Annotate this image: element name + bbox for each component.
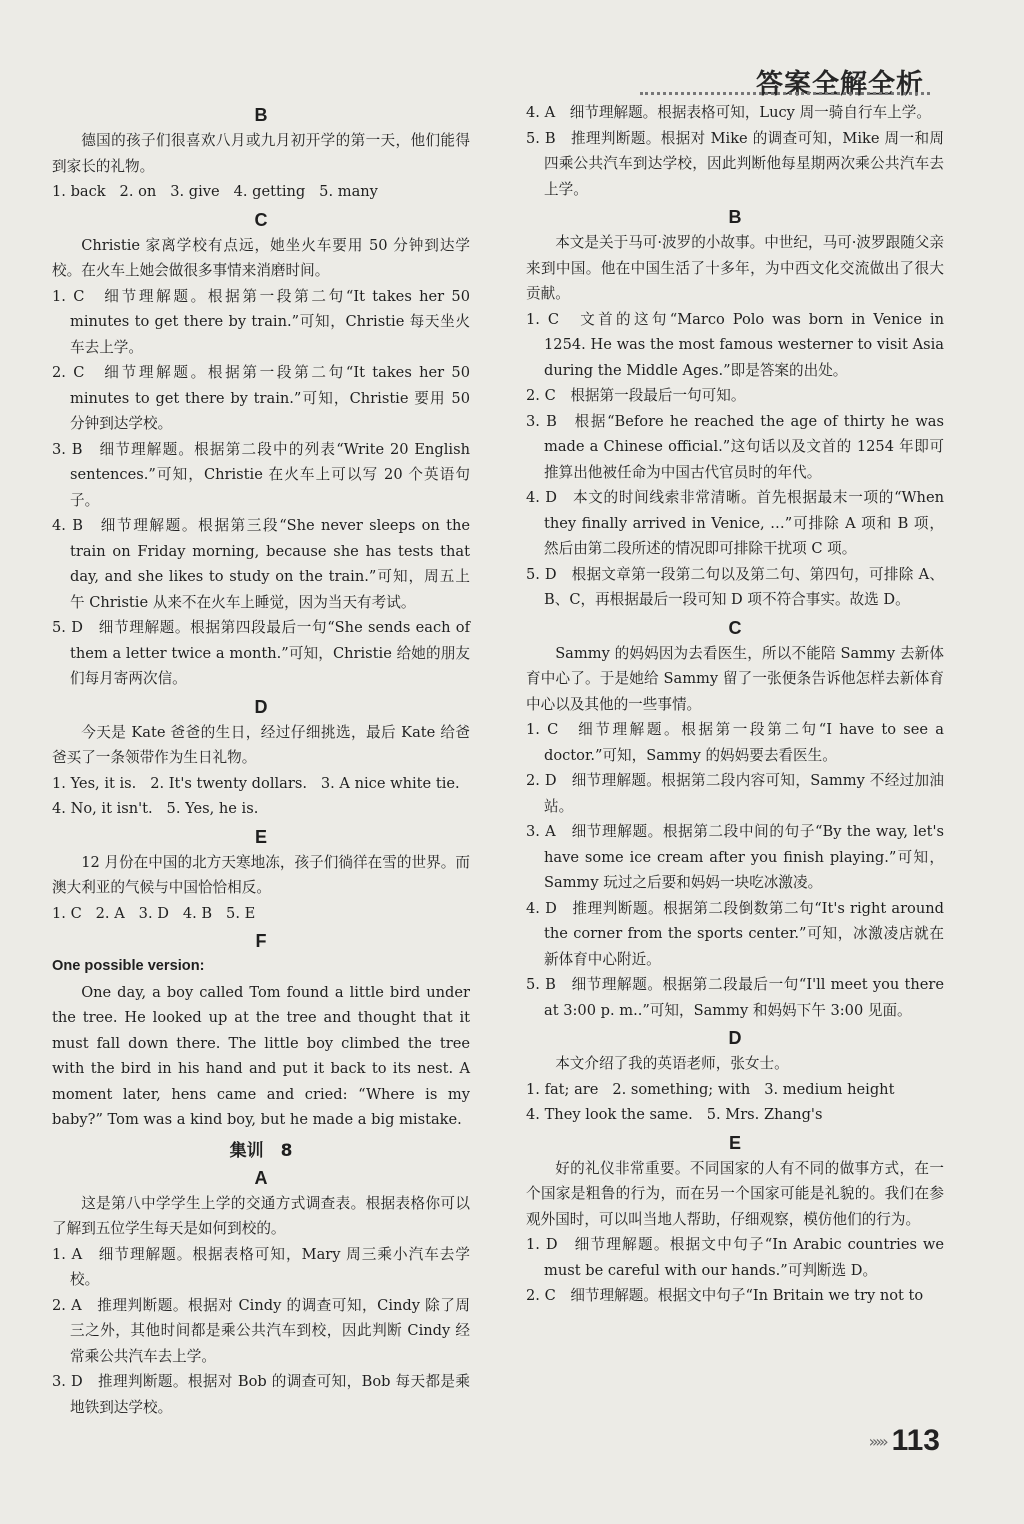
answer-item: 3. A 细节理解题。根据第二段中间的句子“By the way, let's have some ice cream after you finish playing.”可知，Sammy 玩过之后要和妈妈一块吃冰激凌。 (526, 823, 944, 891)
section-summary: 今天是 Kate 爸爸的生日，经过仔细挑选，最后 Kate 给爸爸买了一条领带作为生日礼物。 (52, 723, 470, 766)
sample-label: One possible version: (52, 958, 205, 974)
section-heading-e: E (728, 1132, 741, 1153)
section-summary: Christie 家离学校有点远，她坐火车要用 50 分钟到达学校。在火车上她会做很多事情来消磨时间。 (52, 236, 470, 279)
answer-item: 1. D 细节理解题。根据文中句子“In Arabic countries we must be careful with our hands.”可判断选 D。 (526, 1236, 944, 1279)
answer-line: 4. They look the same. 5. Mrs. Zhang's (526, 1106, 823, 1123)
section-summary: 本文是关于马可·波罗的小故事。中世纪，马可·波罗跟随父亲来到中国。他在中国生活了十多年，为中西文化交流做出了很大贡献。 (526, 234, 944, 302)
answer-item: 5. B 推理判断题。根据对 Mike 的调查可知，Mike 周一和周四乘公共汽车到达学校，因此判断他每星期两次乘公共汽车去上学。 (526, 129, 944, 198)
section-summary: 12 月份在中国的北方天寒地冻，孩子们徜徉在雪的世界。而澳大利亚的气候与中国恰恰相反。 (52, 853, 470, 896)
section-heading-f: F (255, 931, 267, 951)
section-summary: 本文介绍了我的英语老师，张女士。 (555, 1055, 789, 1072)
header-dotted-rule (640, 92, 930, 95)
answer-item: 4. D 推理判断题。根据第二段倒数第二句“It's right around the corner from the sports center.”可知，冰激凌店就在新体育中心附近。 (526, 899, 944, 968)
answer-item: 4. A 细节理解题。根据表格可知，Lucy 周一骑自行车上学。 (526, 104, 931, 121)
answer-item: 1. A 细节理解题。根据表格可知，Mary 周三乘小汽车去学校。 (52, 1245, 470, 1288)
answer-item: 2. C 细节理解题。根据第一段第二句“It takes her 50 minutes to get there by train.”可知，Christie 要用 50 分钟到达学校。 (52, 364, 470, 432)
section-heading-b: B (728, 207, 742, 227)
answer-item: 3. B 根据“Before he reached the age of thirty he was made a Chinese official.”这句话以及文首的 1254 年即可推算出他被任命为中国古代官员时的年代。 (526, 412, 944, 481)
section-summary: 好的礼仪非常重要。不同国家的人有不同的做事方式，在一个国家是粗鲁的行为，而在另一个国家可能是礼貌的。我们在参观外国时，可以叫当地人帮助，仔细观察，模仿他们的行为。 (526, 1159, 944, 1228)
answer-item: 3. D 推理判断题。根据对 Bob 的调查可知，Bob 每天都是乘地铁到达学校。 (52, 1373, 470, 1416)
unit-title: 集训 8 (229, 1140, 293, 1161)
answer-item: 2. A 推理判断题。根据对 Cindy 的调查可知，Cindy 除了周三之外，其他时间都是乘公共汽车到校，因此判断 Cindy 经常乘公共汽车去上学。 (52, 1296, 470, 1365)
answer-line: 1. C 2. A 3. D 4. B 5. E (52, 904, 256, 922)
answer-item: 1. C 细节理解题。根据第一段第二句“It takes her 50 minutes to get there by train.”可知，Christie 每天坐火车去上学。 (52, 287, 470, 356)
answer-line: 1. back 2. on 3. give 4. getting 5. many (52, 183, 378, 200)
section-summary: 这是第八中学学生上学的交通方式调查表。根据表格你可以了解到五位学生每天是如何到校的。 (52, 1194, 470, 1237)
answer-line: 1. fat; are 2. something; with 3. medium height (526, 1080, 895, 1098)
answer-item: 2. C 细节理解题。根据文中句子“In Britain we try not to (526, 1287, 924, 1304)
answer-item: 3. B 细节理解题。根据第二段中的列表“Write 20 English sentences.”可知，Christie 在火车上可以写 20 个英语句子。 (52, 440, 470, 509)
section-heading-d: D (254, 696, 268, 717)
sample-essay: One day, a boy called Tom found a little bird under the tree. He looked up at the tree and thought that it must fall down there. The little boy climbed the tree with the bird in his hand and put it back to its nest. A moment later, hens came and cried: “Where is my baby?” Tom was a kind boy, but he made a big mistake. (52, 983, 470, 1128)
left-column (52, 100, 470, 1420)
section-heading-b: B (254, 105, 268, 125)
answer-line: 1. Yes, it is. 2. It's twenty dollars. 3. A nice white tie. (52, 774, 460, 792)
answer-item: 1. C 细节理解题。根据第一段第二句“I have to see a doctor.”可知，Sammy 的妈妈要去看医生。 (526, 721, 944, 764)
section-heading-d: D (728, 1028, 742, 1048)
page-footer (869, 1424, 940, 1458)
answer-item: 5. B 细节理解题。根据第二段最后一句“I'll meet you there at 3:00 p. m..”可知，Sammy 和妈妈下午 3:00 见面。 (526, 976, 944, 1019)
header-title: 答案全解全析 (756, 69, 924, 100)
section-heading-c: C (254, 209, 268, 230)
answer-item: 4. B 细节理解题。根据第三段“She never sleeps on the train on Friday morning, because she has tests that day, and she likes to study on the train.”可知，周五上午 Christie 从来不在火车上睡觉，因为当天有考试。 (52, 517, 470, 611)
right-column (526, 100, 944, 1309)
answer-line: 4. No, it isn't. 5. Yes, he is. (52, 800, 259, 817)
answer-item: 2. D 细节理解题。根据第二段内容可知，Sammy 不经过加油站。 (526, 772, 944, 815)
section-heading-e: E (254, 826, 267, 847)
answer-item: 5. D 根据文章第一段第二句以及第二句、第四句，可排除 A、B、C，再根据最后一段可知 D 项不符合事实。故选 D。 (526, 565, 944, 608)
section-heading-a: A (254, 1167, 268, 1188)
answer-item: 1. C 文首的这句“Marco Polo was born in Venice in 1254. He was the most famous westerner to visit Asia during the Middle Ages.”即是答案的出处。 (526, 310, 944, 379)
section-heading-c: C (728, 617, 742, 638)
chevron-right-icon: ››››› (868, 1431, 886, 1451)
answer-item: 2. C 根据第一段最后一句可知。 (526, 387, 746, 404)
page-number: 113 (891, 1424, 940, 1457)
answer-item: 5. D 细节理解题。根据第四段最后一句“She sends each of them a letter twice a month.”可知，Christie 给她的朋友们每月寄两次信。 (52, 619, 470, 687)
section-summary: Sammy 的妈妈因为去看医生，所以不能陪 Sammy 去新体育中心了。于是她给 Sammy 留了一张便条告诉他怎样去新体育中心以及其他的一些事情。 (526, 644, 944, 713)
answer-item: 4. D 本文的时间线索非常清晰。首先根据最末一项的“When they finally arrived in Venice, …”可排除 A 项和 B 项，然后由第二段所述的情况即可排除干扰项 C 项。 (526, 489, 944, 557)
section-summary: 德国的孩子们很喜欢八月或九月初开学的第一天，他们能得到家长的礼物。 (52, 132, 470, 175)
